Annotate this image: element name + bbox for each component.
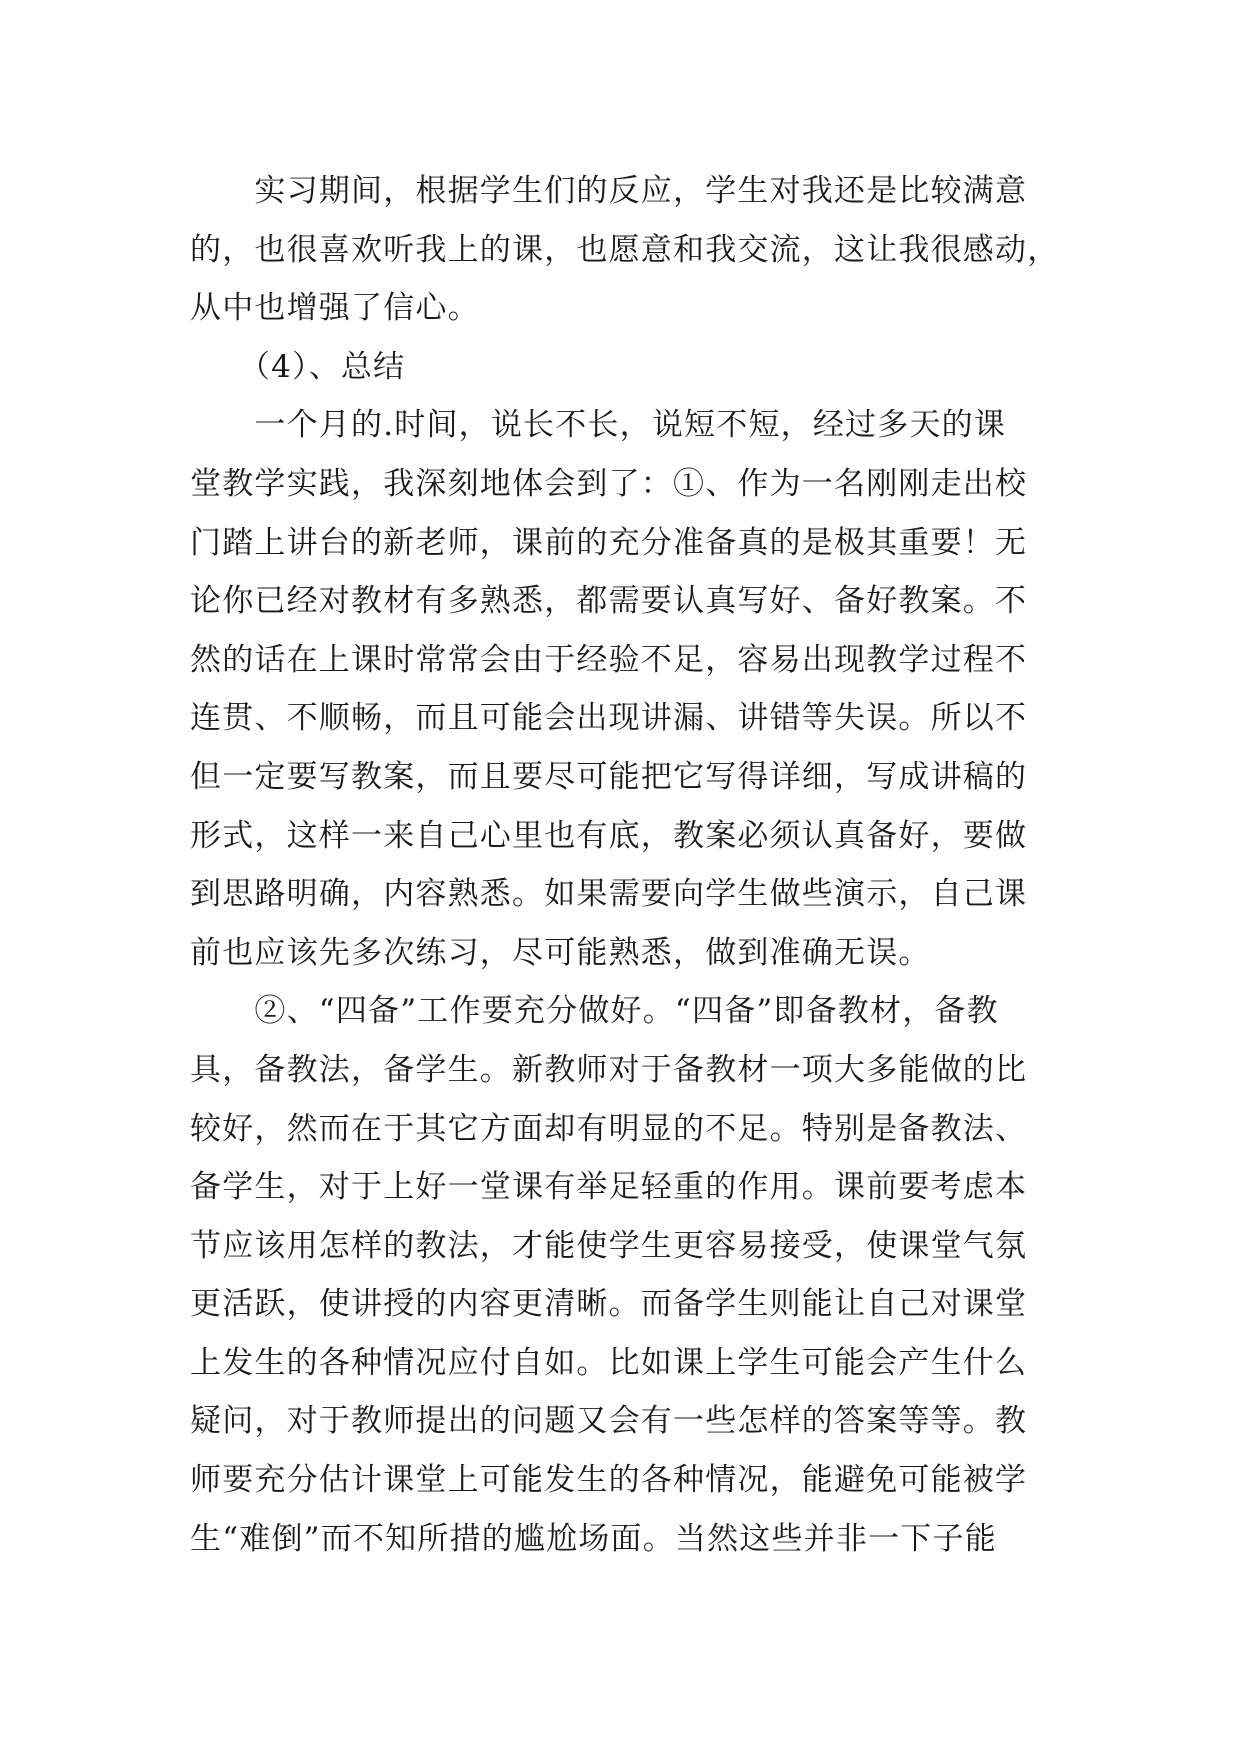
text-line: 备学生，对于上好一堂课有举足轻重的作用。课前要考虑本 — [190, 1169, 1028, 1206]
text-line: ②、“四备”工作要充分做好。“四备”即备教材，备教 — [190, 993, 999, 1030]
text-line: 到思路明确，内容熟悉。如果需要向学生做些演示，自己课 — [190, 876, 1028, 913]
text-line: 上发生的各种情况应付自如。比如课上学生可能会产生什么 — [190, 1344, 1028, 1381]
text-line: 堂教学实践，我深刻地体会到了：①、作为一名刚刚走出校 — [190, 465, 1028, 502]
text-line: 论你已经对教材有多熟悉，都需要认真写好、备好教案。不 — [190, 583, 1028, 620]
text-line: 更活跃，使讲授的内容更清晰。而备学生则能让自己对课堂 — [190, 1286, 1028, 1323]
text-line: 然的话在上课时常常会由于经验不足，容易出现教学过程不 — [190, 641, 1028, 678]
text-line: 具，备教法，备学生。新教师对于备教材一项大多能做的比 — [190, 1051, 1028, 1088]
text-line: 节应该用怎样的教法，才能使学生更容易接受，使课堂气氛 — [190, 1227, 1028, 1264]
text-line: 但一定要写教案，而且要尽可能把它写得详细，写成讲稿的 — [190, 758, 1028, 795]
text-line: 形式，这样一来自己心里也有底，教案必须认真备好，要做 — [190, 817, 1028, 854]
text-line: 从中也增强了信心。 — [190, 290, 480, 327]
text-line: 前也应该先多次练习，尽可能熟悉，做到准确无误。 — [190, 934, 931, 971]
text-line: 实习期间，根据学生们的反应，学生对我还是比较满意 — [190, 173, 1028, 209]
text-line: 的，也很喜欢听我上的课，也愿意和我交流，这让我很感动， — [190, 231, 1060, 268]
text-line: 师要充分估计课堂上可能发生的各种情况，能避免可能被学 — [190, 1462, 1028, 1499]
text-line: 生“难倒”而不知所措的尴尬场面。当然这些并非一下子能 — [190, 1520, 997, 1557]
text-line: 疑问，对于教师提出的问题又会有一些怎样的答案等等。教 — [190, 1403, 1028, 1440]
text-line: 较好，然而在于其它方面却有明显的不足。特别是备教法、 — [190, 1110, 1028, 1147]
text-line: 一个月的.时间，说长不长，说短不短，经过多天的课 — [190, 407, 1007, 444]
text-line: 门踏上讲台的新老师，课前的充分准备真的是极其重要！无 — [190, 524, 1028, 561]
text-line: 连贯、不顺畅，而且可能会出现讲漏、讲错等失误。所以不 — [190, 700, 1028, 737]
section-heading: （4）、总结 — [190, 348, 406, 385]
body-text — [190, 162, 1070, 1568]
